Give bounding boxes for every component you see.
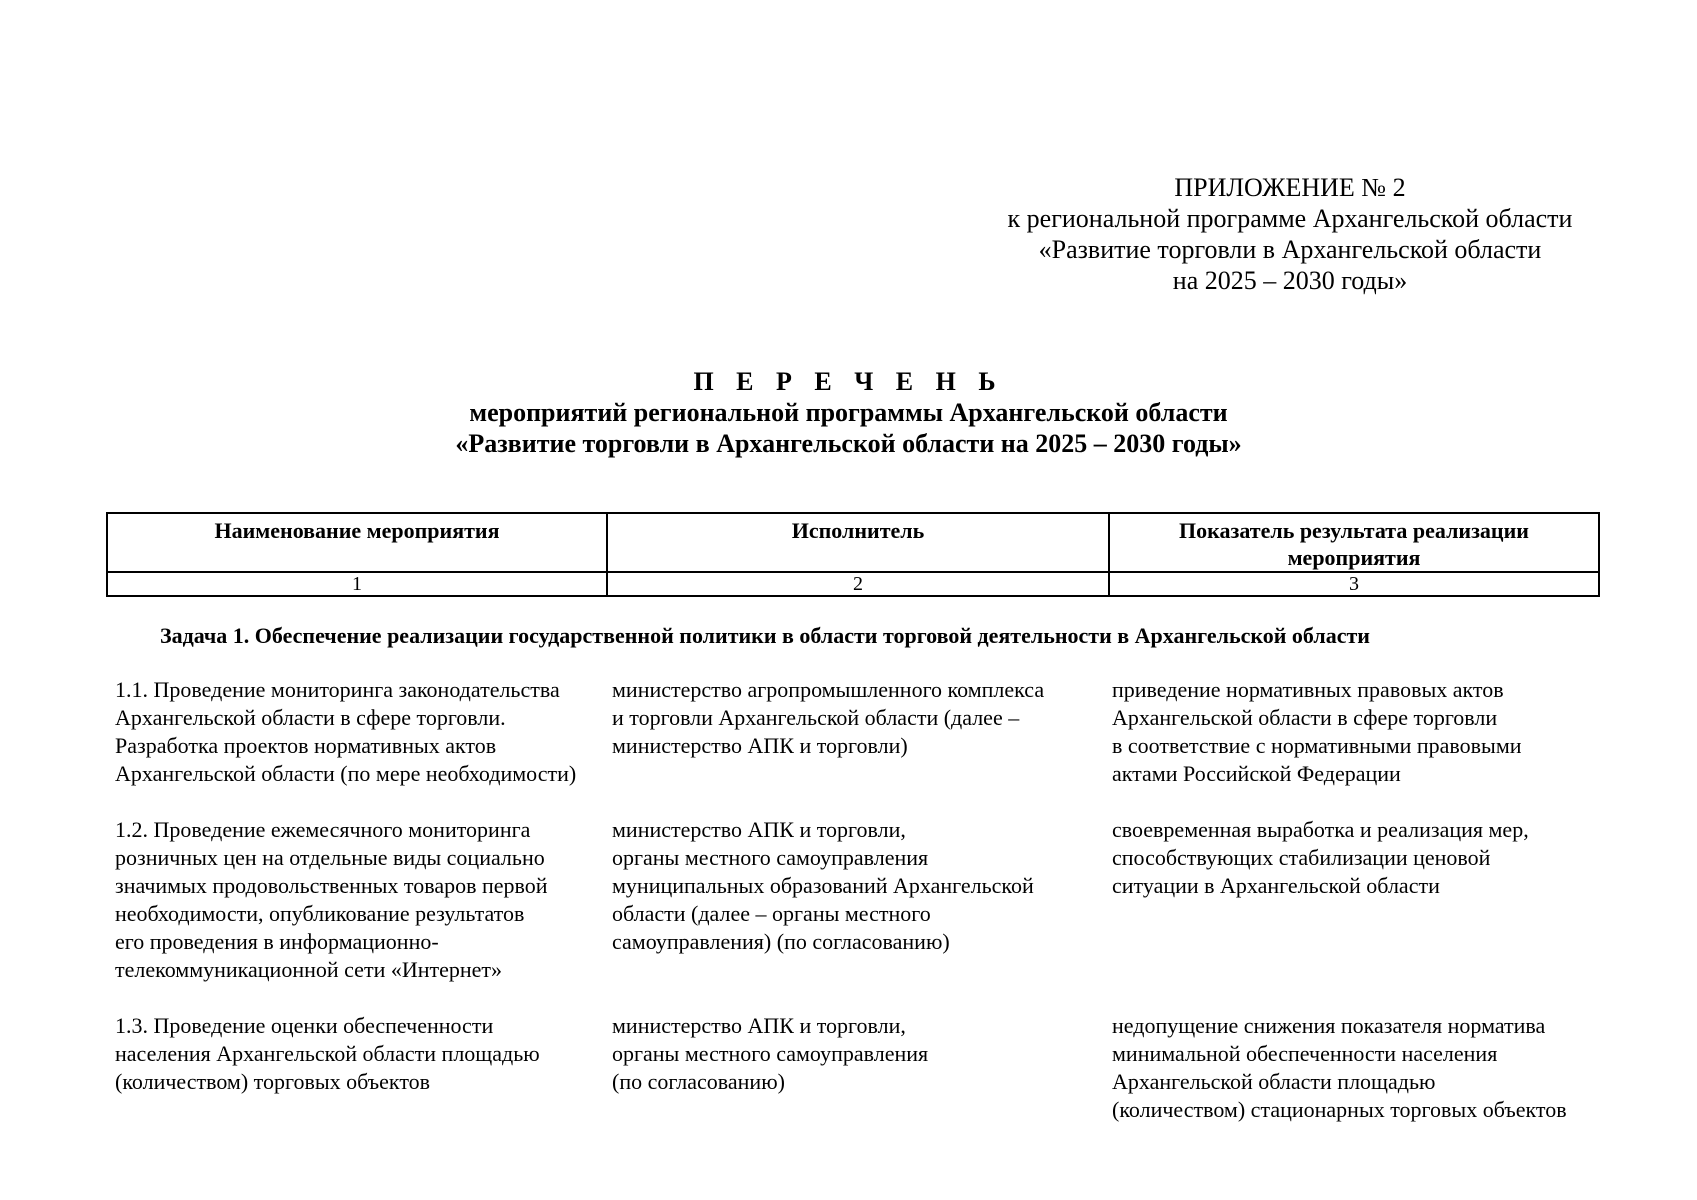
header-numbers-row (107, 572, 1599, 596)
appendix-line: к региональной программе Архангельской области (1007, 204, 1573, 233)
executor-cell (612, 1012, 1112, 1124)
cell-line: самоуправления) (по согласованию) (612, 929, 950, 954)
table-row (115, 816, 1615, 984)
document-heading (0, 366, 1697, 459)
cell-line: 1.1. Проведение мониторинга законодательства (115, 677, 560, 702)
column-header-measure: Наименование мероприятия (107, 513, 607, 572)
document-title: П Е Р Е Ч Е Н Ь (693, 367, 1004, 396)
column-number: 2 (607, 572, 1109, 596)
cell-line: розничных цен на отдельные виды социально (115, 845, 545, 870)
measures-list (115, 676, 1615, 1152)
cell-line: и торговли Архангельской области (далее – (612, 705, 1020, 730)
document-subtitle-line: мероприятий региональной программы Архангельской области (469, 398, 1228, 427)
cell-line: своевременная выработка и реализация мер, (1112, 817, 1529, 842)
cell-line: Архангельской области в сфере торговли (1112, 705, 1498, 730)
cell-line: телекоммуникационной сети «Интернет» (115, 957, 503, 982)
cell-line: министерство агропромышленного комплекса (612, 677, 1045, 702)
cell-line: в соответствие с нормативными правовыми (1112, 733, 1522, 758)
cell-line: Архангельской области площадью (1112, 1069, 1436, 1094)
result-cell (1112, 816, 1592, 984)
cell-line: области (далее – органы местного (612, 901, 931, 926)
column-number: 3 (1109, 572, 1599, 596)
cell-line: способствующих стабилизации ценовой (1112, 845, 1491, 870)
cell-line: Архангельской области (по мере необходимости) (115, 761, 577, 786)
cell-line: необходимости, опубликование результатов (115, 901, 525, 926)
cell-line: актами Российской Федерации (1112, 761, 1401, 786)
result-cell (1112, 1012, 1592, 1124)
appendix-block (940, 172, 1640, 296)
cell-line: министерство АПК и торговли, (612, 1013, 906, 1038)
executor-cell (612, 676, 1112, 788)
cell-line: органы местного самоуправления (612, 845, 929, 870)
cell-line: (по согласованию) (612, 1069, 785, 1094)
cell-line: приведение нормативных правовых актов (1112, 677, 1504, 702)
cell-line: ситуации в Архангельской области (1112, 873, 1440, 898)
appendix-line: «Развитие торговли в Архангельской области (1038, 235, 1542, 264)
cell-line: органы местного самоуправления (612, 1041, 929, 1066)
executor-cell (612, 816, 1112, 984)
cell-line: минимальной обеспеченности населения (1112, 1041, 1498, 1066)
cell-line: 1.2. Проведение ежемесячного мониторинга (115, 817, 531, 842)
table-row (115, 676, 1615, 788)
appendix-line: ПРИЛОЖЕНИЕ № 2 (1174, 173, 1406, 202)
column-header-result: Показатель результата реализации мероприятия (1109, 513, 1599, 572)
cell-line: 1.3. Проведение оценки обеспеченности (115, 1013, 494, 1038)
cell-line: Разработка проектов нормативных актов (115, 733, 497, 758)
cell-line: населения Архангельской области площадью (115, 1041, 540, 1066)
table-header (106, 512, 1600, 597)
cell-line: Архангельской области в сфере торговли. (115, 705, 506, 730)
measure-cell (115, 676, 612, 788)
document-subtitle-line: «Развитие торговли в Архангельской области на 2025 – 2030 годы» (455, 429, 1242, 458)
cell-line: (количеством) стационарных торговых объектов (1112, 1097, 1567, 1122)
appendix-line: на 2025 – 2030 годы» (1172, 266, 1408, 295)
column-number: 1 (107, 572, 607, 596)
column-header-executor: Исполнитель (607, 513, 1109, 572)
cell-line: министерство АПК и торговли, (612, 817, 906, 842)
cell-line: министерство АПК и торговли) (612, 733, 908, 758)
measure-cell (115, 816, 612, 984)
table-row (115, 1012, 1615, 1124)
cell-line: значимых продовольственных товаров первой (115, 873, 548, 898)
header-names-row (107, 513, 1599, 572)
cell-line: муниципальных образований Архангельской (612, 873, 1034, 898)
result-cell (1112, 676, 1592, 788)
measure-cell (115, 1012, 612, 1124)
task-heading: Задача 1. Обеспечение реализации государственной политики в области торговой деятельности в Архангельской области (160, 623, 1370, 648)
cell-line: его проведения в информационно- (115, 929, 439, 954)
cell-line: недопущение снижения показателя норматива (1112, 1013, 1546, 1038)
cell-line: (количеством) торговых объектов (115, 1069, 431, 1094)
